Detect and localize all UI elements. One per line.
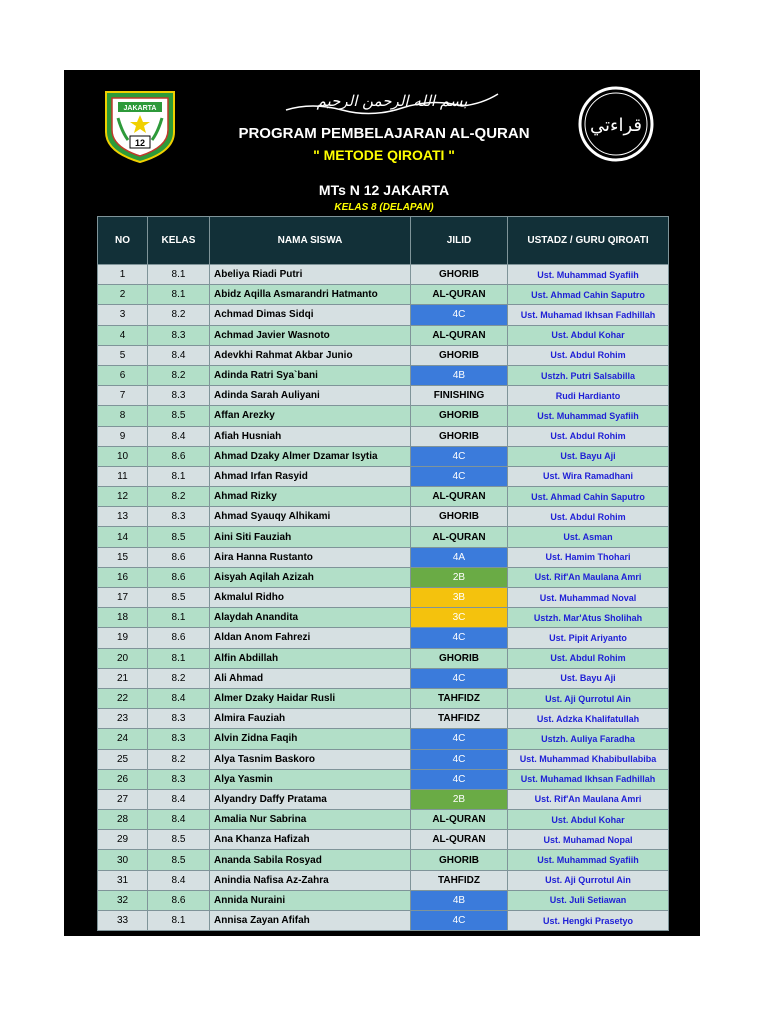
table-row (98, 830, 669, 850)
cell-no: 18 (98, 608, 148, 628)
cell-kelas: 8.1 (148, 911, 210, 931)
table-row (98, 688, 669, 708)
cell-kelas: 8.2 (148, 668, 210, 688)
cell-kelas: 8.6 (148, 547, 210, 567)
cell-no: 7 (98, 386, 148, 406)
cell-ustadz: Ust. Muhammad Syafiih (508, 850, 669, 870)
col-header-kelas: KELAS (148, 217, 210, 265)
cell-jilid: 2B (411, 789, 508, 809)
cell-no: 25 (98, 749, 148, 769)
cell-ustadz: Ust. Ahmad Cahin Saputro (508, 285, 669, 305)
cell-kelas: 8.1 (148, 466, 210, 486)
cell-ustadz: Ust. Abdul Kohar (508, 325, 669, 345)
cell-nama: Alvin Zidna Faqih (210, 729, 411, 749)
cell-ustadz: Ust. Abdul Kohar (508, 810, 669, 830)
cell-nama: Aini Siti Fauziah (210, 527, 411, 547)
cell-nama: Ali Ahmad (210, 668, 411, 688)
cell-jilid: GHORIB (411, 426, 508, 446)
cell-kelas: 8.4 (148, 810, 210, 830)
cell-ustadz: Ust. Muhammad Syafiih (508, 406, 669, 426)
col-header-nama: NAMA SISWA (210, 217, 411, 265)
cell-jilid: 4C (411, 729, 508, 749)
cell-jilid: AL-QURAN (411, 830, 508, 850)
cell-nama: Annida Nuraini (210, 890, 411, 910)
cell-nama: Almer Dzaky Haidar Rusli (210, 688, 411, 708)
cell-ustadz: Ust. Rif'An Maulana Amri (508, 567, 669, 587)
cell-kelas: 8.5 (148, 830, 210, 850)
table-row (98, 527, 669, 547)
cell-no: 15 (98, 547, 148, 567)
cell-nama: Ananda Sabila Rosyad (210, 850, 411, 870)
table-row (98, 426, 669, 446)
cell-jilid: 4C (411, 749, 508, 769)
cell-no: 10 (98, 446, 148, 466)
bismillah-calligraphy (282, 80, 502, 124)
cell-jilid: TAHFIDZ (411, 870, 508, 890)
cell-ustadz: Ustzh. Mar'Atus Sholihah (508, 608, 669, 628)
cell-kelas: 8.5 (148, 406, 210, 426)
table-row (98, 870, 669, 890)
cell-kelas: 8.1 (148, 648, 210, 668)
table-row (98, 446, 669, 466)
cell-no: 1 (98, 265, 148, 285)
cell-ustadz: Ust. Muhammad Noval (508, 588, 669, 608)
table-row (98, 567, 669, 587)
cell-kelas: 8.3 (148, 769, 210, 789)
cell-no: 22 (98, 688, 148, 708)
cell-jilid: GHORIB (411, 265, 508, 285)
cell-no: 12 (98, 487, 148, 507)
cell-no: 33 (98, 911, 148, 931)
cell-kelas: 8.3 (148, 386, 210, 406)
cell-jilid: GHORIB (411, 850, 508, 870)
cell-ustadz: Ust. Muhamad Ikhsan Fadhillah (508, 305, 669, 325)
cell-no: 28 (98, 810, 148, 830)
cell-jilid: TAHFIDZ (411, 688, 508, 708)
cell-no: 31 (98, 870, 148, 890)
bismillah-text: بسم الله الرحمن الرحيم (316, 92, 468, 110)
cell-nama: Ahmad Dzaky Almer Dzamar Isytia (210, 446, 411, 466)
table-row (98, 305, 669, 325)
cell-no: 21 (98, 668, 148, 688)
table-row (98, 588, 669, 608)
cell-ustadz: Ust. Muhamad Ikhsan Fadhillah (508, 769, 669, 789)
cell-ustadz: Ust. Muhammad Syafiih (508, 265, 669, 285)
cell-nama: Alfin Abdillah (210, 648, 411, 668)
table-row (98, 386, 669, 406)
table-row (98, 789, 669, 809)
cell-kelas: 8.3 (148, 729, 210, 749)
cell-jilid: FINISHING (411, 386, 508, 406)
qiroati-logo (576, 84, 656, 164)
cell-jilid: AL-QURAN (411, 285, 508, 305)
method-subtitle: " METODE QIROATI " (313, 147, 455, 163)
cell-nama: Aldan Anom Fahrezi (210, 628, 411, 648)
table-row (98, 285, 669, 305)
cell-jilid: AL-QURAN (411, 325, 508, 345)
cell-kelas: 8.2 (148, 365, 210, 385)
cell-jilid: 4B (411, 890, 508, 910)
table-row (98, 345, 669, 365)
table-row (98, 507, 669, 527)
school-name: MTs N 12 JAKARTA (318, 182, 450, 198)
cell-jilid: 4C (411, 769, 508, 789)
cell-jilid: 4C (411, 305, 508, 325)
table-row (98, 608, 669, 628)
cell-nama: Adinda Ratri Sya`bani (210, 365, 411, 385)
cell-kelas: 8.6 (148, 628, 210, 648)
cell-ustadz: Ust. Pipit Ariyanto (508, 628, 669, 648)
cell-no: 6 (98, 365, 148, 385)
cell-jilid: 4C (411, 446, 508, 466)
table-row (98, 648, 669, 668)
cell-no: 11 (98, 466, 148, 486)
cell-nama: Aisyah Aqilah Azizah (210, 567, 411, 587)
cell-ustadz: Ust. Bayu Aji (508, 446, 669, 466)
cell-jilid: TAHFIDZ (411, 709, 508, 729)
cell-nama: Affan Arezky (210, 406, 411, 426)
cell-no: 23 (98, 709, 148, 729)
cell-nama: Adinda Sarah Auliyani (210, 386, 411, 406)
cell-jilid: GHORIB (411, 345, 508, 365)
table-row (98, 769, 669, 789)
cell-jilid: GHORIB (411, 406, 508, 426)
cell-kelas: 8.1 (148, 285, 210, 305)
cell-no: 17 (98, 588, 148, 608)
table-row (98, 810, 669, 830)
cell-ustadz: Ust. Rif'An Maulana Amri (508, 789, 669, 809)
cell-ustadz: Ust. Abdul Rohim (508, 648, 669, 668)
qiroati-logo-text: قراءتي (589, 115, 643, 136)
cell-nama: Alyandry Daffy Pratama (210, 789, 411, 809)
table-row (98, 749, 669, 769)
cell-kelas: 8.5 (148, 527, 210, 547)
cell-kelas: 8.2 (148, 487, 210, 507)
cell-jilid: 3B (411, 588, 508, 608)
cell-no: 13 (98, 507, 148, 527)
cell-jilid: AL-QURAN (411, 810, 508, 830)
cell-nama: Anindia Nafisa Az-Zahra (210, 870, 411, 890)
cell-ustadz: Ust. Muhamad Nopal (508, 830, 669, 850)
cell-no: 26 (98, 769, 148, 789)
cell-ustadz: Ust. Adzka Khalifatullah (508, 709, 669, 729)
cell-no: 9 (98, 426, 148, 446)
col-header-ustadz: USTADZ / GURU QIROATI (508, 217, 669, 265)
cell-ustadz: Ust. Ahmad Cahin Saputro (508, 487, 669, 507)
cell-kelas: 8.3 (148, 325, 210, 345)
cell-no: 5 (98, 345, 148, 365)
cell-ustadz: Rudi Hardianto (508, 386, 669, 406)
table-row (98, 547, 669, 567)
cell-jilid: 4C (411, 466, 508, 486)
cell-ustadz: Ust. Hengki Prasetyo (508, 911, 669, 931)
cell-nama: Alya Tasnim Baskoro (210, 749, 411, 769)
cell-kelas: 8.4 (148, 870, 210, 890)
school-emblem-logo (100, 84, 180, 164)
cell-kelas: 8.3 (148, 507, 210, 527)
col-header-no: NO (98, 217, 148, 265)
emblem-top-text: JAKARTA (123, 105, 157, 112)
cell-nama: Ana Khanza Hafizah (210, 830, 411, 850)
cell-kelas: 8.6 (148, 890, 210, 910)
table-row (98, 406, 669, 426)
table-row (98, 365, 669, 385)
col-header-jilid: JILID (411, 217, 508, 265)
cell-ustadz: Ust. Juli Setiawan (508, 890, 669, 910)
cell-no: 8 (98, 406, 148, 426)
cell-nama: Alya Yasmin (210, 769, 411, 789)
cell-ustadz: Ustzh. Auliya Faradha (508, 729, 669, 749)
table-row (98, 466, 669, 486)
cell-jilid: GHORIB (411, 507, 508, 527)
cell-no: 30 (98, 850, 148, 870)
cell-ustadz: Ust. Aji Qurrotul Ain (508, 688, 669, 708)
page-title: PROGRAM PEMBELAJARAN AL-QURAN (238, 125, 530, 142)
cell-no: 4 (98, 325, 148, 345)
cell-kelas: 8.5 (148, 850, 210, 870)
table-row (98, 628, 669, 648)
cell-nama: Achmad Dimas Sidqi (210, 305, 411, 325)
cell-ustadz: Ust. Hamim Thohari (508, 547, 669, 567)
table-row (98, 668, 669, 688)
cell-ustadz: Ust. Bayu Aji (508, 668, 669, 688)
cell-jilid: 2B (411, 567, 508, 587)
cell-ustadz: Ust. Muhammad Khabibullabiba (508, 749, 669, 769)
cell-nama: Achmad Javier Wasnoto (210, 325, 411, 345)
table-row (98, 709, 669, 729)
cell-kelas: 8.2 (148, 749, 210, 769)
cell-nama: Abeliya Riadi Putri (210, 265, 411, 285)
cell-kelas: 8.4 (148, 345, 210, 365)
table-row (98, 487, 669, 507)
cell-kelas: 8.4 (148, 688, 210, 708)
cell-jilid: 4C (411, 628, 508, 648)
cell-jilid: GHORIB (411, 648, 508, 668)
cell-ustadz: Ust. Asman (508, 527, 669, 547)
cell-ustadz: Ust. Abdul Rohim (508, 507, 669, 527)
cell-ustadz: Ustzh. Putri Salsabilla (508, 365, 669, 385)
cell-nama: Ahmad Irfan Rasyid (210, 466, 411, 486)
cell-jilid: 4A (411, 547, 508, 567)
class-level: KELAS 8 (DELAPAN) (334, 202, 434, 213)
cell-ustadz: Ust. Wira Ramadhani (508, 466, 669, 486)
cell-no: 2 (98, 285, 148, 305)
cell-nama: Almira Fauziah (210, 709, 411, 729)
cell-nama: Ahmad Rizky (210, 487, 411, 507)
cell-no: 27 (98, 789, 148, 809)
table-row (98, 911, 669, 931)
cell-nama: Abidz Aqilla Asmarandri Hatmanto (210, 285, 411, 305)
table-header-row (98, 217, 669, 265)
cell-nama: Akmalul Ridho (210, 588, 411, 608)
cell-no: 3 (98, 305, 148, 325)
table-body (98, 265, 669, 931)
table-row (98, 265, 669, 285)
cell-jilid: AL-QURAN (411, 527, 508, 547)
cell-no: 20 (98, 648, 148, 668)
cell-no: 24 (98, 729, 148, 749)
cell-no: 29 (98, 830, 148, 850)
cell-jilid: 4C (411, 668, 508, 688)
cell-nama: Afiah Husniah (210, 426, 411, 446)
document-sheet (64, 70, 700, 936)
table-row (98, 850, 669, 870)
cell-kelas: 8.6 (148, 567, 210, 587)
cell-jilid: 4B (411, 365, 508, 385)
cell-kelas: 8.2 (148, 305, 210, 325)
cell-no: 14 (98, 527, 148, 547)
cell-nama: Ahmad Syauqy Alhikami (210, 507, 411, 527)
cell-kelas: 8.4 (148, 789, 210, 809)
cell-jilid: 3C (411, 608, 508, 628)
cell-jilid: 4C (411, 911, 508, 931)
cell-ustadz: Ust. Abdul Rohim (508, 426, 669, 446)
cell-no: 16 (98, 567, 148, 587)
student-table (97, 216, 669, 931)
cell-jilid: AL-QURAN (411, 487, 508, 507)
cell-kelas: 8.5 (148, 588, 210, 608)
cell-nama: Adevkhi Rahmat Akbar Junio (210, 345, 411, 365)
cell-nama: Aira Hanna Rustanto (210, 547, 411, 567)
cell-kelas: 8.1 (148, 265, 210, 285)
cell-kelas: 8.1 (148, 608, 210, 628)
cell-no: 32 (98, 890, 148, 910)
cell-kelas: 8.3 (148, 709, 210, 729)
table-row (98, 890, 669, 910)
cell-kelas: 8.6 (148, 446, 210, 466)
table-row (98, 325, 669, 345)
cell-kelas: 8.4 (148, 426, 210, 446)
cell-nama: Amalia Nur Sabrina (210, 810, 411, 830)
table-row (98, 729, 669, 749)
cell-no: 19 (98, 628, 148, 648)
cell-nama: Alaydah Anandita (210, 608, 411, 628)
cell-nama: Annisa Zayan Afifah (210, 911, 411, 931)
cell-ustadz: Ust. Abdul Rohim (508, 345, 669, 365)
cell-ustadz: Ust. Aji Qurrotul Ain (508, 870, 669, 890)
emblem-number-text: 12 (134, 138, 146, 148)
